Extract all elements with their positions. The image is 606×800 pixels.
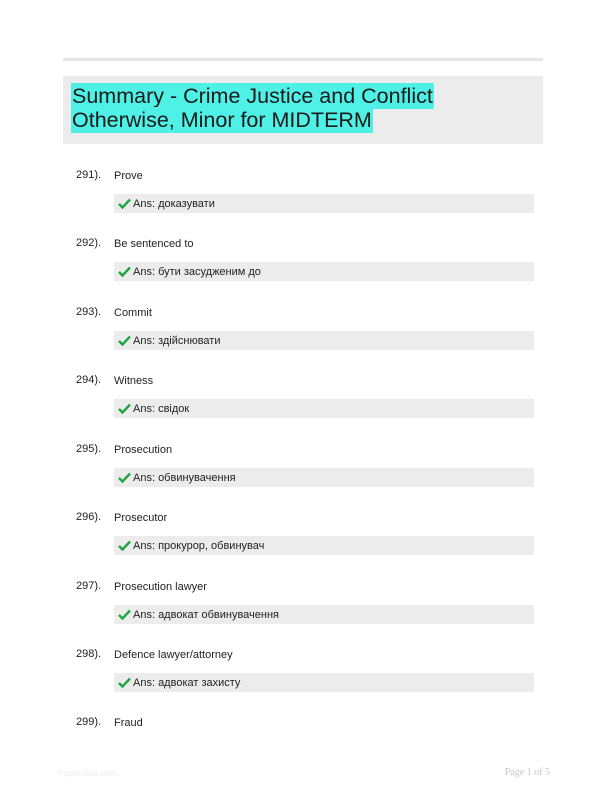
answer-box <box>114 468 534 487</box>
question-number: 295). <box>76 443 102 455</box>
answer-text: Ans: бути засудженим до <box>133 265 261 278</box>
answer-box <box>114 673 534 692</box>
question-number: 294). <box>76 374 102 386</box>
checkmark-icon <box>118 609 131 620</box>
answer-text: Ans: адвокат захисту <box>133 676 241 689</box>
question-number: 298). <box>76 648 102 660</box>
answer-text: Ans: здійснювати <box>133 334 221 347</box>
question-number: 293). <box>76 306 102 318</box>
question-number: 299). <box>76 716 102 728</box>
page-number: Page 1 of 5 <box>504 767 550 778</box>
answer-box <box>114 605 534 624</box>
question-number: 297). <box>76 580 102 592</box>
answer-text: Ans: свідок <box>133 402 190 415</box>
page-title: Summary - Crime Justice and Conflict Otherwise, Minor for MIDTERM <box>72 84 433 132</box>
question-text: Fraud <box>114 717 143 729</box>
checkmark-icon <box>118 266 131 277</box>
question-text: Prosecution lawyer <box>114 581 207 593</box>
answer-text: Ans: обвинувачення <box>133 471 236 484</box>
question-text: Prosecution <box>114 444 173 456</box>
answer-text: Ans: адвокат обвинувачення <box>133 608 279 621</box>
checkmark-icon <box>118 198 131 209</box>
answer-text: Ans: доказувати <box>133 197 215 210</box>
answer-box <box>114 194 534 213</box>
question-text: Prove <box>114 170 143 182</box>
answer-text: Ans: прокурор, обвинувач <box>133 539 265 552</box>
answer-box <box>114 536 534 555</box>
checkmark-icon <box>118 540 131 551</box>
question-text: Commit <box>114 307 152 319</box>
question-text: Defence lawyer/attorney <box>114 649 233 661</box>
answer-box <box>114 262 534 281</box>
question-number: 292). <box>76 237 102 249</box>
checkmark-icon <box>118 403 131 414</box>
question-text: Be sentenced to <box>114 238 194 250</box>
question-text: Prosecutor <box>114 512 168 524</box>
footer-watermark: Papersbio.com <box>57 768 118 778</box>
answer-box <box>114 331 534 350</box>
question-text: Witness <box>114 375 154 387</box>
answer-box <box>114 399 534 418</box>
question-number: 291). <box>76 169 102 181</box>
checkmark-icon <box>118 472 131 483</box>
checkmark-icon <box>118 677 131 688</box>
question-number: 296). <box>76 511 102 523</box>
checkmark-icon <box>118 335 131 346</box>
